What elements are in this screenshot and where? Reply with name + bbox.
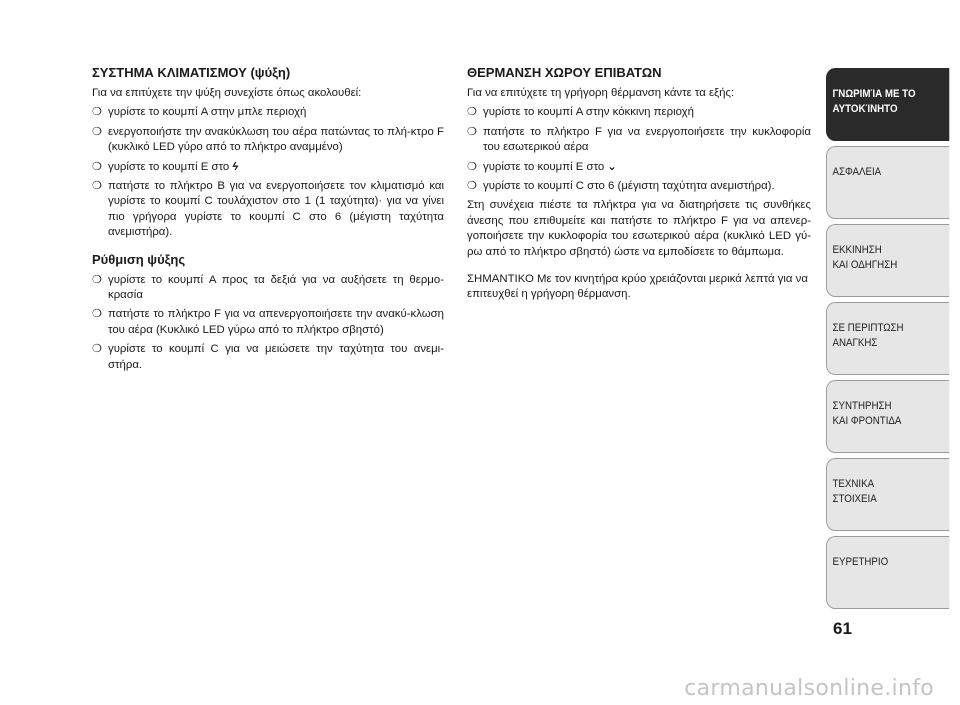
floor-vent-icon: ⌄	[607, 160, 617, 173]
list-item	[92, 105, 444, 120]
list-item-text: γυρίστε το κουμπί C για να μειώσετε την ταχύτητα του ανεμι-στήρα.	[108, 343, 444, 371]
windshield-vent-icon: ϟ	[232, 160, 239, 173]
tab-label-line2: ΚΑΙ ΦΡΟΝΤΙΔΑ	[832, 415, 902, 427]
watermark: carmanualsonline.info	[684, 676, 934, 701]
bullet-icon: ❍	[467, 180, 477, 193]
list-item-text: πατήστε το πλήκτρο F για να απενεργοποιήσετε την ανακύ-κλωση του αέρα (Κυκλικό LED γύρω από το πλήκτρο σβηστό)	[108, 308, 444, 336]
tab-label-line2: ΑΝΑΓΚΗΣ	[832, 337, 878, 349]
tab-technical-data[interactable]	[826, 458, 949, 531]
tab-label-line1: ΣΥΝΤΗΡΗΣΗ	[832, 400, 892, 412]
list-item-text: πατήστε το πλήκτρο F για να ενεργοποιήσετε την κυκλοφορία του εσωτερικού αέρα	[483, 125, 811, 154]
list-item	[92, 179, 444, 241]
list-item-text-part: γυρίστε το κουμπί E στο	[483, 160, 605, 173]
list-item	[92, 307, 444, 338]
heating-intro: Για να επιτύχετε τη γρήγορη θέρμανση κάντε τα εξής:	[467, 87, 735, 99]
tab-maintenance[interactable]	[826, 380, 949, 453]
cooling-intro: Για να επιτύχετε την ψύξη συνεχίστε όπως ακολουθεί:	[92, 87, 362, 99]
list-item	[467, 160, 811, 175]
list-item	[467, 179, 811, 194]
list-item-text	[108, 160, 444, 175]
list-item-text: ενεργοποιήστε την ανακύκλωση του αέρα πατώντας το πλή-κτρο F (κυκλικό LED γύρο από το πλήκτρο αναμμένο)	[108, 125, 444, 154]
list-item	[92, 125, 444, 156]
list-item-text: πατήστε το πλήκτρο B για να ενεργοποιήσετε τον κλιματισμό και γυρίστε το κουμπί C τουλάχιστον στο 1 (1 ταχύτητα)· για να γίνει πιο γρήγορα γυρίστε το κουμπί C στο 6 (μέγιστη ταχύτητα ανεμιστήρα).	[108, 180, 444, 239]
tab-label-line1: ΕΚΚΙΝΗΣΗ	[832, 244, 882, 256]
heating-paragraph: Στη συνέχεια πιέστε τα πλήκτρα για να διατηρήσετε τις συνθήκες άνεσης που επιθυμείτε και πατήστε το πλήκτρο F για να απενερ-γοποιήσετε την κυκλοφορία του εσωτερικού αέρα (κυκλικό LED γύ-ρω από το πλήκτρο σβηστό) ώστε να εμποδίσετε το θάμπωμα.	[467, 199, 811, 258]
tab-starting-driving[interactable]	[826, 224, 949, 297]
tab-label-line1: ΤΕΧΝΙΚΑ	[832, 478, 875, 490]
tab-label-line1: ΕΥΡΕΤΗΡΙΟ	[832, 556, 889, 568]
bullet-icon: ❍	[92, 160, 102, 173]
tab-safety[interactable]	[826, 146, 949, 219]
bullet-icon: ❍	[92, 180, 102, 193]
bullet-icon: ❍	[467, 106, 477, 119]
tab-emergency[interactable]	[826, 302, 949, 375]
list-item-text: γυρίστε το κουμπί A προς τα δεξιά για να αυξήσετε τη θερμο-κρασία	[108, 273, 444, 302]
tab-getting-to-know[interactable]	[826, 68, 949, 141]
list-item-text: γυρίστε το κουμπί A στην μπλε περιοχή	[108, 106, 307, 119]
tab-label-line2: ΣΤΟΙΧΕΙΑ	[832, 493, 877, 505]
list-item	[92, 160, 444, 175]
bullet-icon: ❍	[92, 343, 102, 356]
page-number: 61	[833, 619, 852, 638]
right-column	[467, 64, 811, 307]
tab-label-line1: ΑΣΦΑΛΕΙΑ	[832, 166, 882, 178]
list-item-text: γυρίστε το κουμπί C στο 6 (μέγιστη ταχύτητα ανεμιστήρα).	[483, 180, 775, 193]
left-column	[92, 64, 444, 377]
list-item	[467, 125, 811, 156]
list-item	[92, 273, 444, 304]
tab-label-line2: ΑΥΤΟΚΊΝΗΤΟ	[832, 103, 898, 115]
section-heading-heating: ΘΕΡΜΑΝΣΗ ΧΩΡΟΥ ΕΠΙΒΑΤΩΝ	[467, 65, 662, 80]
tab-label-line2: ΚΑΙ ΟΔΗΓΗΣΗ	[832, 259, 898, 271]
chapter-tabs	[826, 68, 960, 614]
bullet-icon: ❍	[467, 125, 477, 138]
subheading-cooling-adjust: Ρύθμιση ψύξης	[92, 251, 186, 267]
heating-important-note: ΣΗΜΑΝΤΙΚΟ Με τον κινητήρα κρύο χρειάζονται μερικά λεπτά για να επιτευχθεί η γρήγορη θέρμανση.	[467, 273, 808, 301]
list-item-text: γυρίστε το κουμπί A στην κόκκινη περιοχή	[483, 106, 694, 119]
section-heading-cooling: ΣΥΣΤΗΜΑ ΚΛΙΜΑΤΙΣΜΟΥ (ψύξη)	[92, 65, 291, 80]
tab-label-line1: ΓΝΩΡΙΜΊΑ ΜΕ ΤΟ	[832, 88, 916, 100]
bullet-icon: ❍	[92, 125, 102, 138]
tab-index[interactable]	[826, 536, 949, 609]
list-item	[467, 105, 811, 120]
tab-label-line1: ΣΕ ΠΕΡΙΠΤΩΣΗ	[832, 322, 904, 334]
list-item	[92, 342, 444, 373]
bullet-icon: ❍	[92, 273, 102, 286]
bullet-icon: ❍	[92, 308, 102, 321]
list-item-text-part: γυρίστε το κουμπί E στο	[108, 160, 230, 173]
bullet-icon: ❍	[467, 160, 477, 173]
list-item-text	[483, 160, 811, 175]
bullet-icon: ❍	[92, 106, 102, 119]
